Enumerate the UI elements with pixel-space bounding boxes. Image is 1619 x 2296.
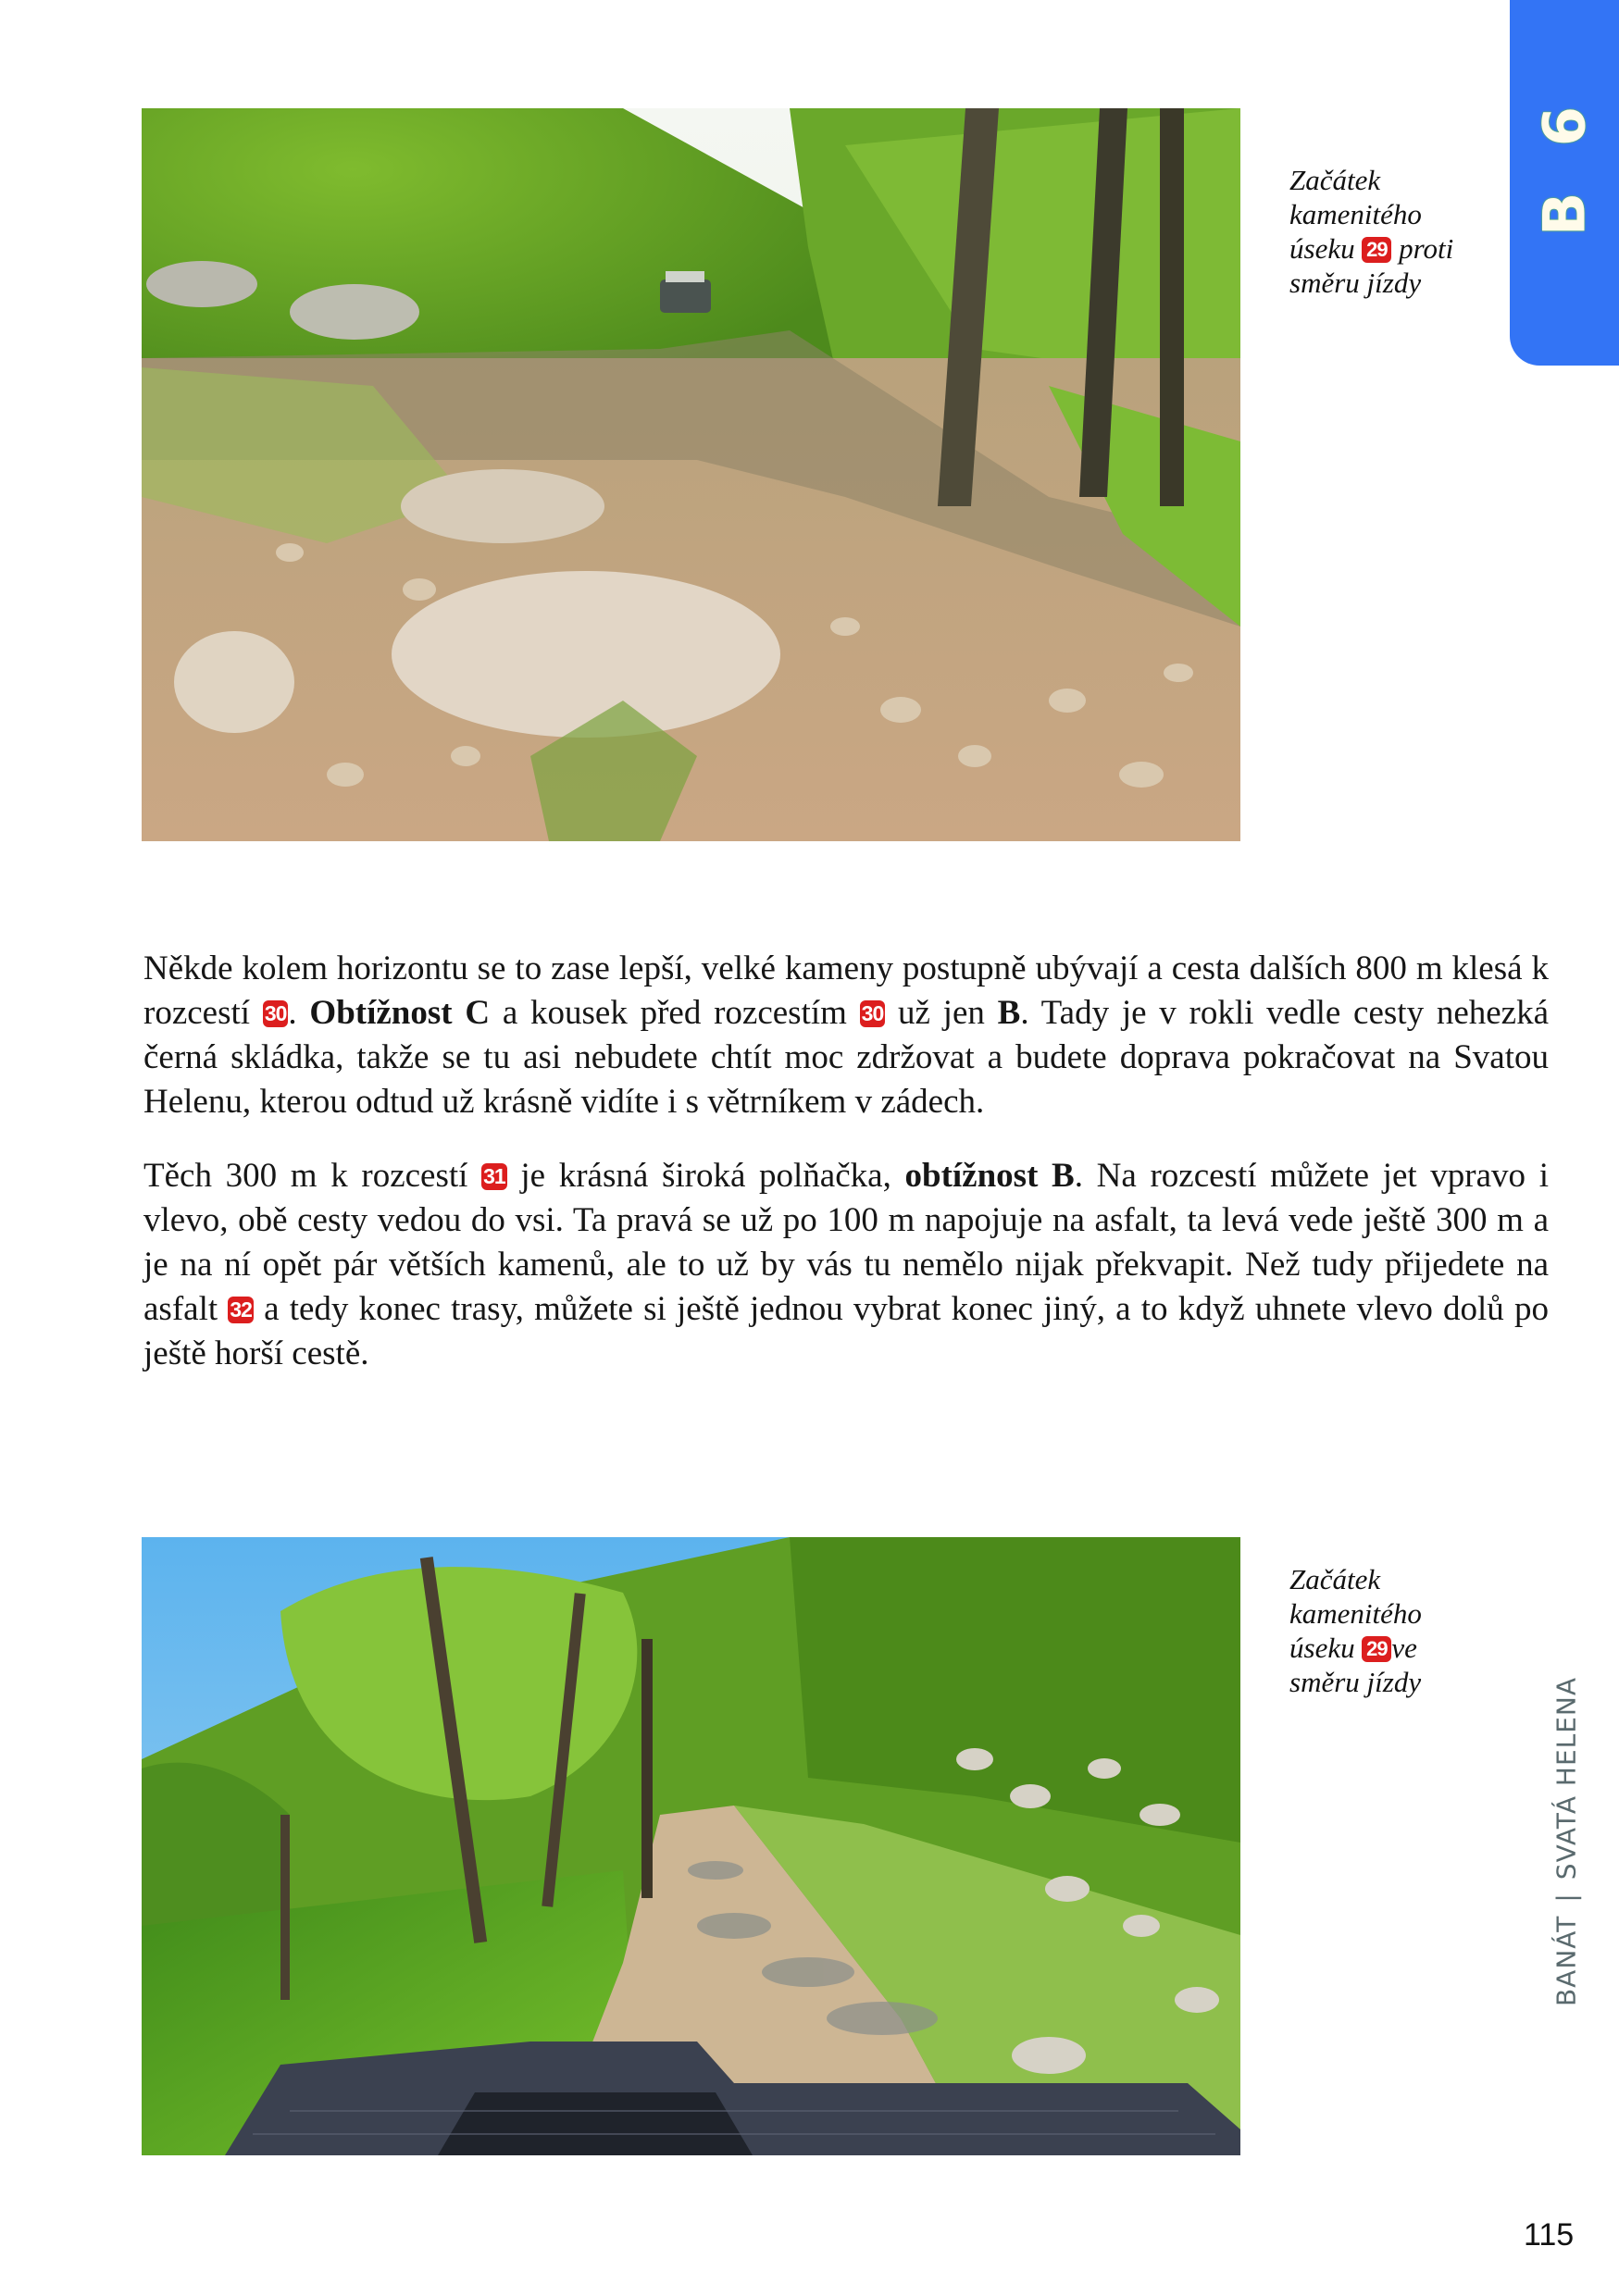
paragraph: Těch 300 m k rozcestí 31 je krásná široká polňačka, obtížnost B. Na rozcestí můžete jet vpravo i vlevo, obě cesty vedou do vsi. Ta pravá se už po 100 m napojuje na asfalt, ta levá vede ještě 300 m a je na ní opět pár větších kamenů, ale to už by vás tu nemělo nijak překvapit. Než tudy přijedete na asfalt 32 a tedy konec trasy, můžete si ještě jednou vybrat konec jiný, a to když uhnete vlevo dolů po ještě horší cestě. [143,1157,1549,1372]
paragraph: Někde kolem horizontu se to zase lepší, velké kameny postupně ubývají a cesta dalších 800 m klesá k rozcestí 30. Obtížnost C a kousek před rozcestím 30 už jen B. Tady je v rokli vedle cesty nehezká černá skládka, takže se tu asi nebudete chtít moc zdržovat a budete doprava pokračovat na Svatou Helenu, kterou odtud už krásně vidíte i s větrníkem v zádech. [143,949,1550,1121]
caption-text: ve [1391,1632,1417,1664]
photo-rocky-track-image [142,108,1240,841]
caption-line [1289,1631,1493,1665]
waypoint-marker: 31 [483,1164,505,1188]
photo-track-from-vehicle [142,1537,1240,2155]
difficulty-label: obtížnost B [904,1157,1075,1195]
caption-line [1289,231,1493,266]
difficulty-label: Obtížnost C [309,994,491,1032]
photo-track-from-vehicle-image [142,1537,1240,2155]
photo-rocky-track [142,108,1240,841]
difficulty-label: B [997,994,1021,1032]
caption-text: proti [1399,232,1454,265]
photo-caption [1289,163,1493,300]
waypoint-marker: 30 [861,1001,884,1025]
body-text [143,947,1549,1406]
caption-line: kamenitého [1289,1597,1422,1630]
waypoint-marker: 30 [264,1001,287,1025]
running-head-route: SVATÁ HELENA [1551,1676,1582,1880]
photo-caption [1289,1562,1493,1699]
waypoint-marker: 32 [230,1297,252,1322]
caption-line: kamenitého [1289,198,1422,230]
running-head [1551,1677,1582,2006]
caption-text: úseku [1289,1632,1355,1664]
caption-line: Začátek [1289,1563,1381,1595]
running-head-separator: | [1551,1893,1582,1903]
waypoint-marker: 29 [1362,1636,1391,1662]
caption-line: Začátek [1289,164,1381,196]
section-label: B 6 [1530,93,1599,236]
caption-line: směru jízdy [1289,267,1422,299]
caption-text: úseku [1289,232,1355,265]
page-number: 115 [1524,2217,1575,2253]
running-head-region: BANÁT [1551,1915,1582,2007]
section-tab [1510,0,1619,366]
caption-line: směru jízdy [1289,1666,1422,1698]
waypoint-marker: 29 [1362,237,1391,263]
